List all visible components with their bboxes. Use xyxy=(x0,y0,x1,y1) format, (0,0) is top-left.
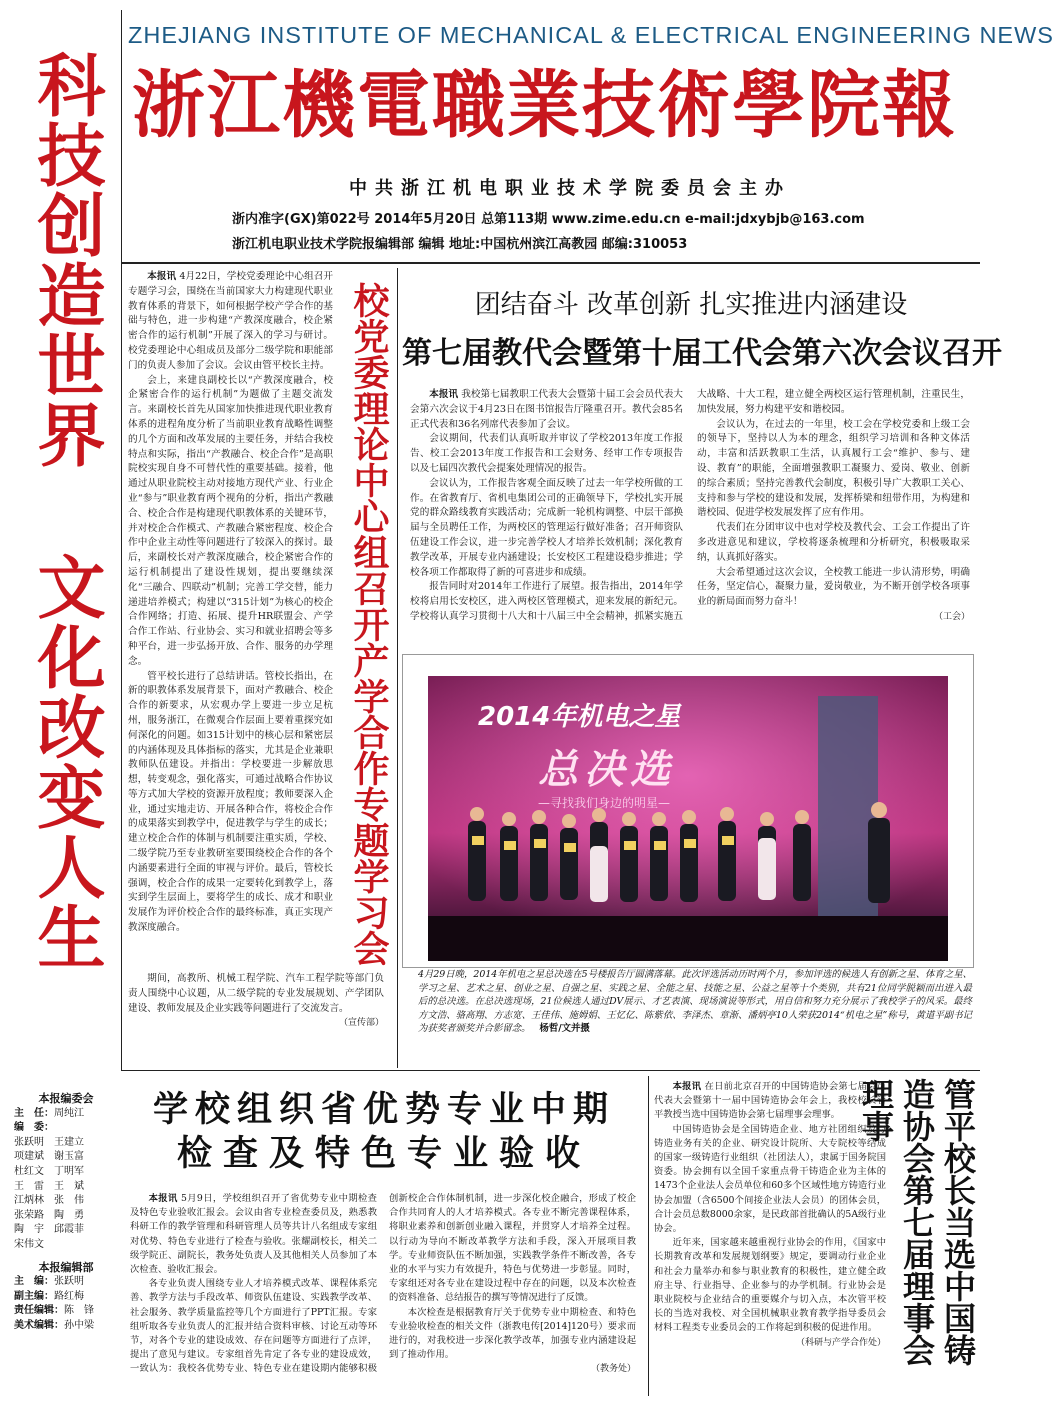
masthead-rule xyxy=(121,262,980,264)
article-byline: （工会） xyxy=(933,611,970,622)
article-casting-association xyxy=(652,1076,982,1396)
article-body: 本报讯 4月22日，学校党委理论中心组召开专题学习会，围绕在当前国家大力构建现代职业教育体系的背景下，如何根据学校产学合作的基础与特色，进一步构建“产教深度融合，校企紧密合作的运行机制”开展了深入的学习与研讨。校党委理论中心组成员及部分二级学院和职能部门的负责人参加了会议。会议由管平校长主持。 会上，来建良副校长以“产教深度融合，校企紧密合作的运行机制”为题做了主题交流发言。来副校长首先从国家加快推进现代职业教育体系的进程角度分析了当前职业教育战略性调整的几个方面和改革发展的主要任务，并结合我校特点和实际，指出“产教融合、校企合作”是高职院校实现自身不可替代性的重要基础。接着，他通过从职业院校主动对接地方现代产业、行业企业“参与”职业教育两个视角的分析，指出产教融合、校企合作是构建现代职教体系的关键环节，并对校企合作模式、产教融合紧密程度、校企合作中企业主动性等问题进行了较深入的探讨。最后，来副校长对产教深度融合，校企紧密合作的运行机制提出了建设性规划，提出要继续深化“三融合、四联动”机制；完善工学交替，能力递进培养模式；构建以“315计划”为核心的校企合作网络；打造、拓展、提升HR联盟会、产学合作工作站、行业协会、实习和就业招聘会等多种平台，进一步弘扬开放、合作、服务的办学理念。 管平校长进行了总结讲话。管校长指出，在新的职教体系发展背景下，面对产教融合、校企合作的新要求，从宏观办学上要进一步立足杭州，服务浙江，在微观合作层面上要着重探究如何深化的问题。如315计划中的核心层和紧密层的内涵体现及具体指标的落实，尤其是企业兼职教师队伍建设。并指出：学校要进一步解放思想，转变观念，强化落实，可通过战略合作协议等方式加大学校的资源开放程度；教师要深入企业，通过实地走访、开展各种合作，将校企合作的成果落实到教学中，促进教学与学生的成长；建立校企合作的体制与机制要注重实质，学校、二级学院乃至专业教研室要围绕校企合作的各个内涵要素进行全面的审视与评价。最后，管校长强调，校企合作的成果一定要转化到教学上，落实到学生层面上，要将学生的成长、成才和职业发展作为评价校企合作的最终标准，真正实现产教深度融合。 xyxy=(128,271,333,934)
section-rule xyxy=(121,1070,980,1071)
editorial-board-members-label: 编 委： xyxy=(14,1122,54,1134)
left-column-rule xyxy=(121,10,122,1070)
lead-tag: 本报讯 xyxy=(429,389,459,400)
editorial-dept-role: 主 编：张跃明 xyxy=(14,1276,84,1288)
article-headline: 管平校长当选中国铸造协会第七届理事会理事 xyxy=(857,1078,977,1366)
banner-title: 2014年机电之星 xyxy=(478,702,681,732)
event-photo xyxy=(428,676,948,961)
article-body: 本报讯 5月9日，学校组织召开了省优势专业中期检查及特色专业验收汇报会。会议由省专业检查委员及，熟悉教科研工作的教学管理和科研管理人员等共计八名组成专家组对优势、特色专业进行了检查与验收。张耀副校长，相关二级学院正、副院长，教务处负责人及其他相关人员参加了本次检查、验收汇报会。 各专业负责人围绕专业人才培养模式改革、课程体系完善、教学方法与手段改革、师资队伍建设、实践教学改革、社会服务、教学质量监控等几个方面进行了PPT汇报。专家组听取各专业负责人的汇报并结合资料审核、讨论互动等环节，对各个专业的建设成效、存在问题等方面进行了点评，提出了意见与建议。专家组首先肯定了各专业的建设成效，一致认为：我校各优势专业、特色专业在建设期内能够积极创新校企合作体制机制，进一步深化校企融合，形成了校企合作共同育人的人才培养模式。各专业不断完善课程体系，将职业素养和创新创业融入课程，并贯穿人才培养全过程。以行动为导向不断改革教学方法和手段，深入开展项目教学。专业师资队伍不断加强，实践教学条件不断改善，各专业的水平与实力有效提升，特色与优势进一步彰显。同时，专家组还对各专业在建设过程中存在的问题，以及本次检查的资料准备、总结报告的撰写等情况进行了反馈。 本次检查是根据教育厅关于优势专业中期检查、和特色专业验收检查的相关文件（浙教电传[2014]120号）要求而进行的，对我校进一步深化教学改革，加强专业内涵建设起到了推动作用。 （教务处） xyxy=(130,1192,636,1394)
vertical-slogan: 科技创造世界 文化改变人生 xyxy=(26,50,106,972)
article-program-inspection xyxy=(126,1076,646,1396)
lead-tag: 本报讯 xyxy=(148,1193,178,1204)
editorial-board-member: 陶 宇 邱霞菲 xyxy=(14,1224,84,1236)
article-body: 本报讯 在日前北京召开的中国铸造协会第七届会员代表大会暨第十一届中国铸造协会年会上，我校校长管平教授当选中国铸造协会第七届理事会理事。 中国铸造协会是全国铸造企业、地方社团组织及与铸造业务有关的企业、研究设计院所、大专院校等结成的国家一级铸造行业组织（社团法人），隶属于国务院国资委。协会拥有以全国千家重点骨干铸造企业为主体的1473个企业法人会员单位和60多个区域性地方铸造行业协会加盟（含6500个间接企业法人会员）的团体会员，合计会员总数8000余家，是民政部首批确认的5A级行业协会。 近年来，国家越来越重视行业协会的作用，《国家中长期教育改革和发展规划纲要》规定，要调动行业企业和社会力量举办和参与职业教育的积极性，建立健全政府主导、行业指导、企业参与的办学机制。行业协会是职业院校与企业结合的重要媒介与切入点，本次管平校长的当选对我校、对全国机械职业教育教学指导委员会材料工程类专业委员会的工作将起到积极的促进作用。 （科研与产学合作处） xyxy=(654,1080,886,1392)
editorial-board xyxy=(14,1092,118,1392)
editorial-board-member: 张荣路 陶 勇 xyxy=(14,1209,84,1221)
banner-slogan: —寻找我们身边的明星— xyxy=(538,796,671,810)
article-party-study xyxy=(124,268,396,1068)
article-byline: （宣传部） xyxy=(338,1018,384,1029)
banner-subtitle: 总决选 xyxy=(538,747,676,793)
editorial-dept-role: 美术编辑：孙中梁 xyxy=(14,1319,94,1331)
sponsor-line: 中共浙江机电职业技术学院委员会主办 xyxy=(349,178,791,199)
article-body-continued: 期间，高教所、机械工程学院、汽车工程学院等部门负责人围绕中心议题，从二级学院的专业发展规划、产学团队建设、教师发展及企业实践等问题进行了交流发言。 （宣传部） xyxy=(128,972,384,1060)
article-byline: （科研与产学合作处） xyxy=(795,1337,886,1348)
article-byline: （教务处） xyxy=(590,1364,636,1375)
article-congress xyxy=(402,270,1002,648)
article-body: 本报讯 我校第七届教职工代表大会暨第十届工会会员代表大会第六次会议于4月23日在图书馆报告厅隆重召开。教代会85名正式代表和36名列席代表参加了会议。 会议期间，代表们认真听取并审议了学校2013年度工作报告、校工会2013年度工作报告和工会财务、经审工作专项报告以及七届四次教代会提案处理情况的报告。 会议认为，工作报告客观全面反映了过去一年学校所做的工作。在省教育厅、省机电集团公司的正确领导下，学校扎实开展党的群众路线教育实践活动；完成新一轮机构调整、中层干部换届与全员聘任工作，为两校区的管理运行做好准备；召开师资队伍建设工作会议，进一步完善学校人才培养长效机制；深化教育教学改革，开展专业内涵建设；长安校区工程建设稳步推进；学校各项工作都取得了新的可喜进步和成绩。 报告同时对2014年工作进行了展望。报告指出，2014年学校将启用长安校区，进入两校区管理模式，迎来发展的新纪元。学校将认真学习贯彻十八大和十八届三中全会精神，抓紧实施五大战略、十大工程，建立健全两校区运行管理机制，注重民生，加快发展，努力构建平安和谐校园。 会议认为，在过去的一年里，校工会在学校党委和上级工会的领导下，坚持以人为本的理念，组织学习培训和各种文体活动，丰富和活跃教职工生活，认真履行工会“维护、参与、建设、教育”的职能，全面增强教职工凝聚力、爱岗、敬业、创新的综合素质；坚持完善教代会制度，积极引导广大教职工关心、支持和参与学校的建设和发展，发挥桥梁和纽带作用，为构建和谐校园、促进学校发展发挥了应有作用。 代表们在分团审议中也对学校及教代会、工会工作提出了许多改进意见和建议，学校将逐条梳理和分析研究，积极吸取采纳，认真抓好落实。 大会希望通过这次会议，全校教工能进一步认清形势，明确任务，坚定信心，凝聚力量，爱岗敬业，为不断开创学校各项事业的新局面而努力奋斗！ （工会） xyxy=(410,388,970,646)
issue-info: 浙内准字(GX)第022号 2014年5月20日 总第113期 www.zime.edu.cn e-mail:jdxybjb@163.com xyxy=(232,212,865,227)
editorial-board-member: 江炳林 张 伟 xyxy=(14,1195,84,1207)
column-rule-1 xyxy=(397,268,398,1068)
lead-tag: 本报讯 xyxy=(147,271,177,282)
editorial-dept-role: 责任编辑：陈 锋 xyxy=(14,1305,94,1317)
editor-info: 浙江机电职业技术学院报编辑部 编辑 地址:中国杭州滨江高教园 邮编:310053 xyxy=(232,237,688,252)
column-rule-2 xyxy=(648,1076,649,1396)
editorial-board-member: 王 雷 王 斌 xyxy=(14,1180,84,1192)
photo-byline: 杨哲/文并摄 xyxy=(539,1023,590,1034)
editorial-board-chief: 主 任：周纯江 xyxy=(14,1107,84,1119)
editorial-dept-role: 副主编：路红梅 xyxy=(14,1290,84,1302)
article-headline: 学校组织省优势专业中期 检查及特色专业验收 xyxy=(152,1090,615,1174)
editorial-board-member: 张跃明 王建立 xyxy=(14,1136,84,1148)
lead-tag: 本报讯 xyxy=(672,1081,702,1092)
chinese-title: 浙江機電職業技術學院報 xyxy=(132,62,957,148)
editorial-dept-title: 本报编辑部 xyxy=(38,1260,94,1274)
article-headline: 校党委理论中心组召开产学合作专题学习会 xyxy=(348,282,389,966)
photo-caption: 4月29日晚，2014年机电之星总决选在5号楼报告厅圆满落幕。此次评选活动历时两个月，参加评选的候选人有创新之星、体育之星、学习之星、艺术之星、创业之星、自强之星、实践之星、全能之星、技能之星、公益之星等十个类别，共有21位同学脱颖而出进入最后的总决选。在总决选现场，21位候选人通过DV展示、才艺表演、现场演说等形式，用自信和努力充分展示了我校学子的风采。最终方文浩、骆高翔、方志宽、王佳伟、施姆娟、王忆亿、陈紫依、李泽杰、章渐、潘炳亭10人荣获2014“机电之星”称号，黄道平副书记为获奖者颁奖并合影留念。 杨哲/文并摄 xyxy=(418,969,972,1034)
article-kicker: 团结奋斗 改革创新 扎实推进内涵建设 xyxy=(474,290,908,320)
english-title: ZHEJIANG INSTITUTE OF MECHANICAL & ELECTRICAL ENGINEERING NEWS xyxy=(128,22,1054,48)
article-headline: 第七届教代会暨第十届工代会第六次会议召开 xyxy=(402,336,1002,371)
editorial-board-member: 杜红文 丁明军 xyxy=(14,1165,84,1177)
editorial-board-title: 本报编委会 xyxy=(38,1092,94,1105)
editorial-board-member: 项建斌 谢玉富 xyxy=(14,1151,84,1163)
editorial-board-member: 宋伟文 xyxy=(14,1238,44,1250)
